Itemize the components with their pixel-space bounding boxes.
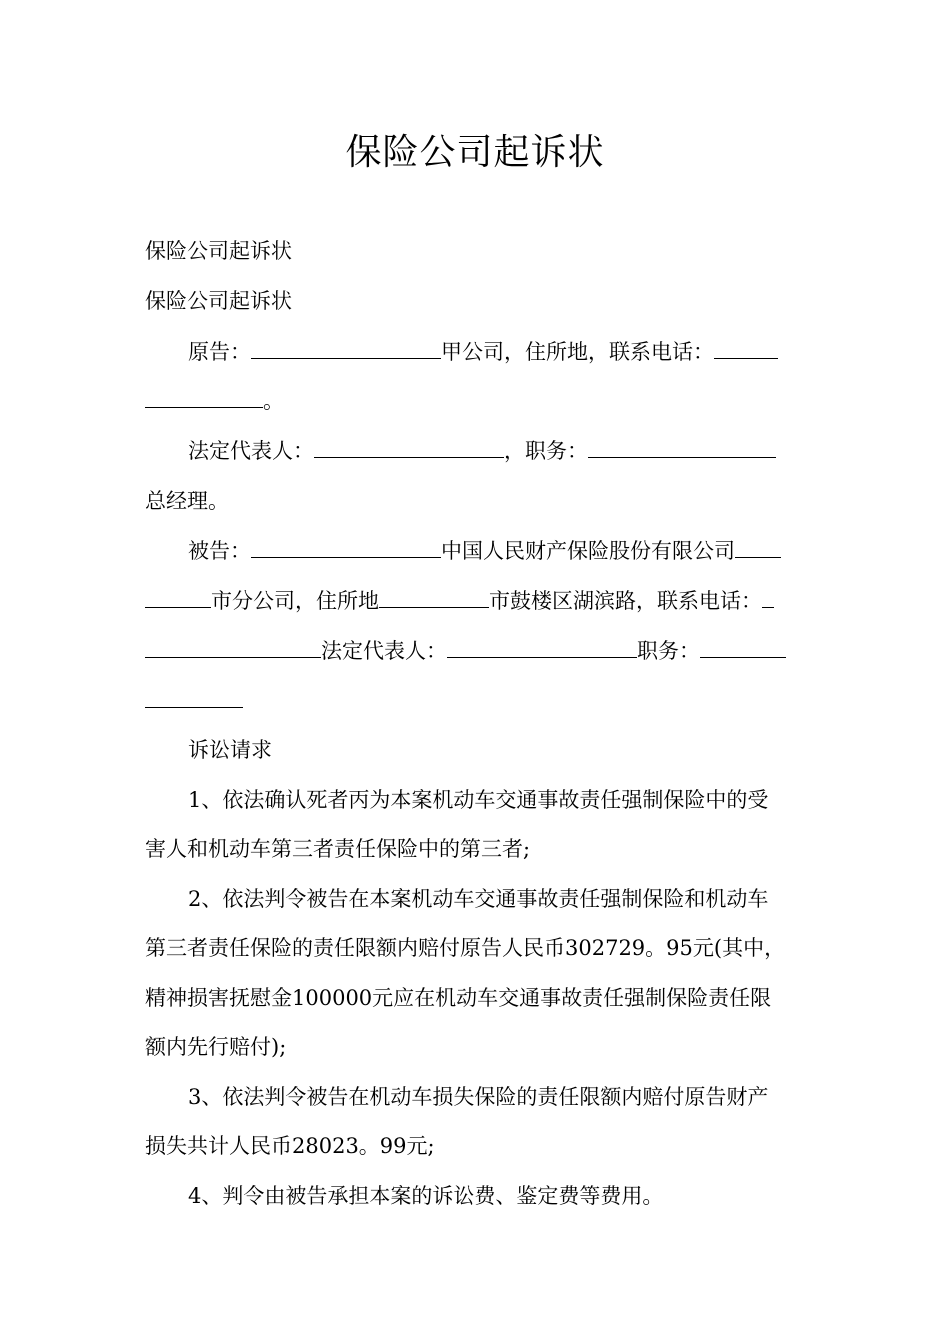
plaintiff-rep-title: 总经理。 xyxy=(145,489,229,513)
defendant-rep-label: 法定代表人： xyxy=(321,639,447,663)
claim-4-line-1: 4、判令由被告承担本案的诉讼费、鉴定费等费用。 xyxy=(188,1184,664,1208)
blank-field xyxy=(714,337,778,359)
blank-field xyxy=(145,586,211,608)
plaintiff-rep-mid: ，职务： xyxy=(504,439,588,463)
defendant-line-4 xyxy=(145,686,810,716)
defendant-post-label: 职务： xyxy=(637,639,700,663)
defendant-label: 被告： xyxy=(188,539,251,563)
plaintiff-end: 。 xyxy=(263,389,284,413)
claim-1-line-1: 1、依法确认死者丙为本案机动车交通事故责任强制保险中的受 xyxy=(188,788,769,812)
blank-field xyxy=(145,686,243,708)
blank-field xyxy=(145,636,321,658)
blank-field xyxy=(251,536,441,558)
blank-field xyxy=(762,586,774,608)
plaintiff-line xyxy=(188,337,810,367)
plaintiff-name-suffix: 甲公司，住所地，联系电话： xyxy=(441,340,714,364)
plaintiff-rep-label: 法定代表人： xyxy=(188,439,314,463)
blank-field xyxy=(379,586,489,608)
claim-3-line-1: 3、依法判令被告在机动车损失保险的责任限额内赔付原告财产 xyxy=(188,1085,769,1109)
blank-field xyxy=(447,636,637,658)
defendant-company: 中国人民财产保险股份有限公司 xyxy=(441,539,735,563)
plaintiff-line-cont xyxy=(145,386,810,416)
defendant-road: 市鼓楼区湖滨路，联系电话： xyxy=(489,589,762,613)
defendant-line-2 xyxy=(145,586,810,616)
subtitle-line-1: 保险公司起诉状 xyxy=(145,239,292,263)
defendant-line-3 xyxy=(145,636,810,666)
blank-field xyxy=(735,536,781,558)
subtitle-line-2: 保险公司起诉状 xyxy=(145,289,292,313)
blank-field xyxy=(145,386,263,408)
claims-heading: 诉讼请求 xyxy=(188,738,272,762)
claim-1-line-2: 害人和机动车第三者责任保险中的第三者; xyxy=(145,837,531,861)
plaintiff-label: 原告： xyxy=(188,340,251,364)
claim-3-line-2: 损失共计人民币28023。99元; xyxy=(145,1134,435,1158)
defendant-branch: 市分公司，住所地 xyxy=(211,589,379,613)
blank-field xyxy=(700,636,786,658)
defendant-line xyxy=(188,536,810,566)
plaintiff-rep-line xyxy=(188,436,810,466)
blank-field xyxy=(588,436,776,458)
claim-2-line-2: 第三者责任保险的责任限额内赔付原告人民币302729。95元(其中， xyxy=(145,936,786,960)
blank-field xyxy=(251,337,441,359)
claim-2-line-4: 额内先行赔付); xyxy=(145,1035,287,1059)
blank-field xyxy=(314,436,504,458)
claim-2-line-3: 精神损害抚慰金100000元应在机动车交通事故责任强制保险责任限 xyxy=(145,986,772,1010)
document-title: 保险公司起诉状 xyxy=(345,132,605,173)
claim-2-line-1: 2、依法判令被告在本案机动车交通事故责任强制保险和机动车 xyxy=(188,887,769,911)
